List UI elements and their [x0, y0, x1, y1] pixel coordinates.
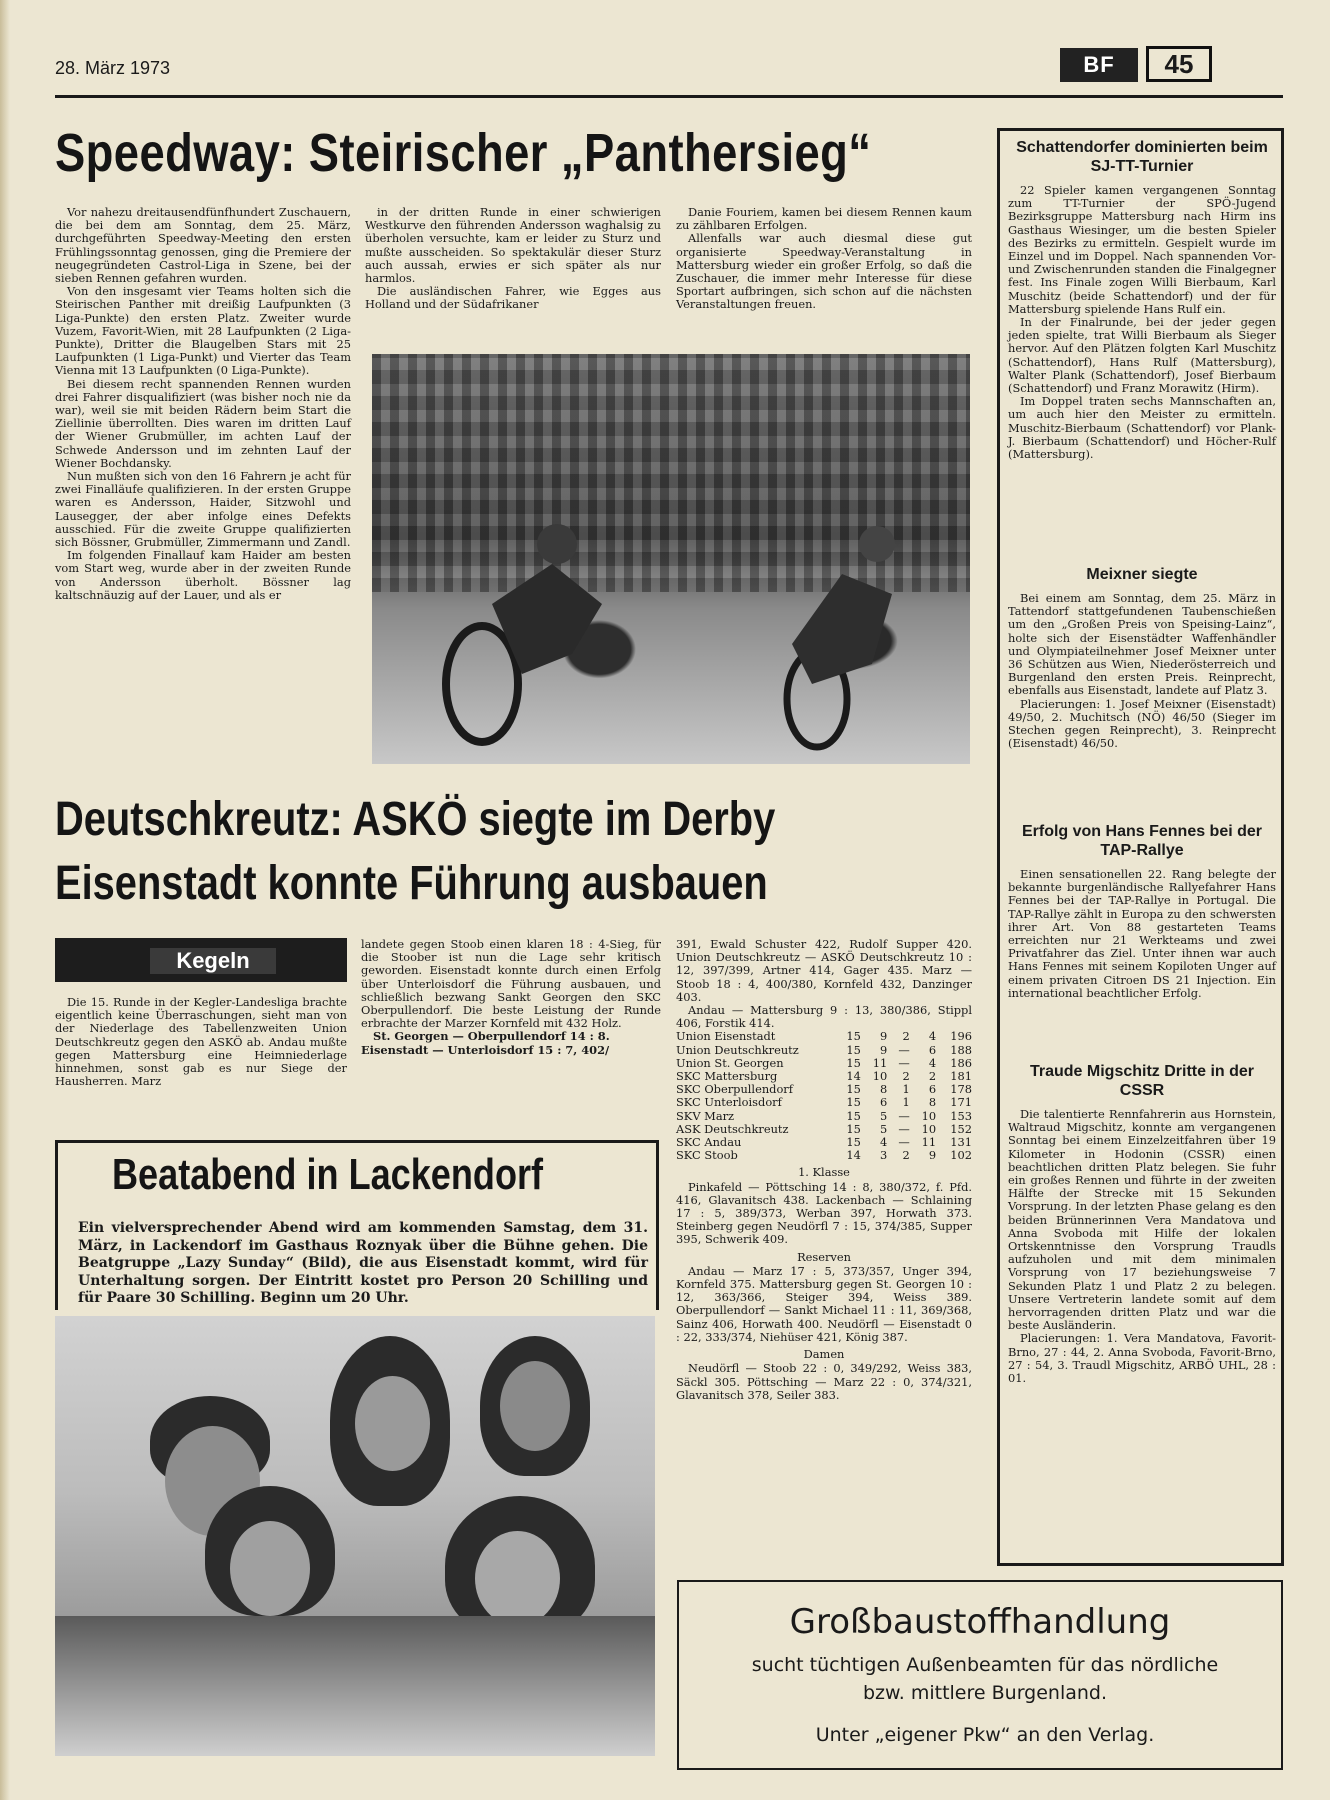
tt-paragraph: 22 Spieler kamen vergangenen Sonntag zum TT-Turnier der SPÖ-Jugend Bezirksgruppe Mattersburg nach Hirm ins Gasthaus Wiesinger, um die besten Spieler des Bezirks zu ermitteln. Gespielt wurde im Einzel und im Doppel. Nach spannenden Vor- und Zwischenrunden standen die Finalgegner fest. Ins Finale zogen Willi Bierbaum, Karl Muschitz (beide Schattendorf) und der für Mattersburg spielende Hans Rulf ein.: [1008, 183, 1276, 316]
standings-cell-team: Union St. Georgen: [676, 1055, 784, 1070]
photo-figure: [355, 1376, 430, 1471]
standings-cell-team: SKC Stoob: [676, 1148, 738, 1163]
standings-cell-pts: 153: [950, 1108, 972, 1123]
derby-column-3: [676, 938, 972, 1402]
derby-paragraph: Pinkafeld — Pöttsching 14 : 8, 380/372, f. Pfd. 416, Glavanitsch 438. Lackenbach — Schlaining 17 : 5, 389/373, Werban 397, Horwath 373. Steinberg gegen Neudörfl 7 : 15, 374/385, Supper 395, Schwerik 409.: [676, 1179, 972, 1247]
standings-cell-pts: 171: [950, 1095, 972, 1110]
meixner-paragraph: Bei einem am Sonntag, dem 25. März in Tattendorf stattgefundenen Taubenschießen um den „Großen Preis von Speising-Lainz“, holte sich der Eisenstädter Waffenhändler und Olympiateilnehmer Josef Meixner unter 36 Schützen aus Wien, Niederösterreich und Burgenland den ersten Preis. Reinprecht, ebenfalls aus Eisenstadt, landete auf Platz 3.: [1008, 591, 1276, 698]
ad-line: sucht tüchtigen Außenbeamten für das nördliche: [751, 1654, 1219, 1676]
ad-line: Unter „eigener Pkw“ an den Verlag.: [815, 1724, 1155, 1746]
standings-cell-team: ASK Deutschkreutz: [676, 1121, 789, 1136]
page-number: 45: [1146, 46, 1212, 82]
standings-cell-team: Union Deutschkreutz: [676, 1042, 799, 1057]
traude-headline: Traude Migschitz Dritte in der CSSR: [1029, 1063, 1255, 1099]
standings-cell-team: SKC Unterloisdorf: [676, 1095, 782, 1110]
standings-cell-team: SKC Andau: [676, 1135, 742, 1150]
derby-column-1: [55, 996, 347, 1088]
derby-paragraph: Neudörfl — Stoob 22 : 0, 349/292, Weiss 383, Säckl 305. Pöttsching — Marz 22 : 0, 374/321, Glavanitsch 378, Seiler 383.: [676, 1361, 972, 1402]
derby-paragraph: landete gegen Stoob einen klaren 18 : 4-Sieg, für die Stoober ist nun die Lage sehr kritisch geworden. Eisenstadt konnte durch einen Erfolg über Unterloisdorf die Führung ausbauen, und schließlich bezwang Sankt Georgen den SKC Oberpullendorf. Die beste Leistung der Runde erbrachte der Marzer Kornfeld mit 432 Holz.: [361, 937, 661, 1031]
meixner-paragraph: Placierungen: 1. Josef Meixner (Eisenstadt) 49/50, 2. Muchitsch (NÖ) 46/50 (Sieger im Stechen gegen Reinprecht), 3. Reinprecht (Eisenstadt) 46/50.: [1008, 696, 1276, 751]
photo-floor: [55, 1616, 655, 1756]
speedway-column-1: [55, 206, 351, 602]
speedway-paragraph: Im folgenden Finallauf kam Haider am besten vom Start weg, wurde aber in der zweiten Runde von Andersson überholt. Bössner lag kaltschnäuzig auf der Lauer, und als er: [55, 548, 351, 602]
klasse-heading: 1. Klasse: [798, 1165, 850, 1180]
standings-cell-p: 15: [846, 1121, 861, 1136]
standings-cell-pts: 196: [950, 1029, 972, 1044]
header-rule: [55, 95, 1283, 98]
tt-headline: Schattendorfer dominierten beim SJ-TT-Turnier: [1016, 139, 1268, 175]
standings-cell-team: SKC Mattersburg: [676, 1069, 778, 1084]
derby-headline-line1: Deutschkreutz: ASKÖ siegte im Derby: [55, 793, 776, 846]
standings-row: [676, 1044, 972, 1057]
speedway-paragraph: Danie Fouriem, kamen bei diesem Rennen kaum zu zählbaren Erfolgen.: [676, 205, 972, 233]
photo-figure: [230, 1521, 310, 1616]
derby-paragraph: Andau — Marz 17 : 5, 373/357, Unger 394, Kornfeld 375. Mattersburg gegen St. Georgen 10 : 12, 363/366, Steiger 394, Weiss 389. Oberpullendorf — Sankt Michael 11 : 11, 369/368, Sainz 406, Horwath 400. Neudörfl — Eisenstadt 0 : 22, 333/374, Niehüser 421, König 387.: [676, 1263, 972, 1344]
standings-cell-w: 9: [880, 1042, 888, 1057]
standings-cell-d: —: [898, 1135, 910, 1150]
ad-title: Großbaustoffhandlung: [789, 1602, 1171, 1642]
standings-cell-w: 8: [880, 1082, 888, 1097]
standings-cell-d: —: [898, 1108, 910, 1123]
standings-cell-w: 10: [872, 1069, 888, 1084]
speedway-race-photo: [372, 354, 970, 764]
standings-cell-l: 6: [928, 1082, 937, 1097]
standings-cell-w: 9: [880, 1029, 888, 1044]
traude-article: [1008, 1108, 1276, 1385]
standings-cell-l: 8: [928, 1095, 937, 1110]
standings-cell-team: SKC Oberpullendorf: [676, 1082, 793, 1097]
standings-cell-pts: 188: [950, 1042, 972, 1057]
fennes-headline: Erfolg von Hans Fennes bei der TAP-Rallye: [1021, 823, 1263, 859]
band-photo: [55, 1316, 655, 1756]
standings-row: [676, 1110, 972, 1123]
standings-cell-p: 14: [846, 1148, 861, 1163]
standings-row: [676, 1030, 972, 1043]
derby-result: St. Georgen — Oberpullendorf 14 : 8.: [373, 1029, 610, 1044]
standings-cell-p: 15: [846, 1082, 861, 1097]
standings-table: [676, 1030, 972, 1162]
standings-cell-pts: 181: [950, 1069, 972, 1084]
standings-cell-p: 15: [846, 1108, 861, 1123]
standings-cell-l: 10: [921, 1121, 937, 1136]
derby-paragraph: Andau — Mattersburg 9 : 13, 380/386, Stippl 406, Forstik 414.: [676, 1003, 972, 1031]
photo-figure: [475, 1531, 560, 1626]
traude-paragraph: Placierungen: 1. Vera Mandatova, Favorit-Brno, 27 : 44, 2. Anna Svoboda, Favorit-Brno, 27 : 54, 3. Traudl Migschitz, ARBÖ UHL, 28 : 01.: [1008, 1331, 1276, 1386]
tt-paragraph: In der Finalrunde, bei der jeder gegen jeden spielte, trat Willi Bierbaum als Sieger hervor. Auf den Plätzen folgten Karl Muschitz (Schattendorf), Hans Rulf (Mattersburg), Walter Plank (Schattendorf), Josef Bierbaum (Schattendorf) und Franz Morawitz (Hirm).: [1008, 315, 1276, 396]
speedway-paragraph: Die ausländischen Fahrer, wie Egges aus Holland und der Südafrikaner: [365, 284, 661, 312]
standings-cell-l: 4: [928, 1029, 937, 1044]
reserven-heading: Reserven: [797, 1249, 851, 1264]
standings-cell-p: 15: [846, 1029, 861, 1044]
ad-line: bzw. mittlere Burgenland.: [862, 1682, 1108, 1704]
standings-cell-l: 2: [928, 1069, 937, 1084]
speedway-paragraph: Bei diesem recht spannenden Rennen wurden drei Fahrer disqualifiziert (was bisher noch nie da war), weil sie mit beiden Rädern beim Start die Ziellinie überrollten. Dies waren im dritten Lauf der Wiener Grubmüller, im achten Lauf der Schwede Andersson und im zehnten Lauf der Wiener Bochdansky.: [55, 376, 351, 470]
fennes-article: [1008, 868, 1276, 1000]
speedway-column-2: [365, 206, 661, 312]
standings-cell-team: SKV Marz: [676, 1108, 735, 1123]
standings-cell-l: 11: [921, 1135, 937, 1150]
page-edge-shading: [0, 0, 10, 1800]
paper-code-badge: BF: [1060, 48, 1138, 82]
section-label-kegeln: Kegeln: [150, 948, 276, 974]
standings-cell-p: 14: [846, 1069, 861, 1084]
traude-paragraph: Die talentierte Rennfahrerin aus Hornstein, Waltraud Migschitz, konnte am vergangenen Sonntag bei einem Einzelzeitfahren über 19 Kilometer in Hodonin (CSSR) einen beachtlichen dritten Platz belegen. Sie fuhr ein großes Rennen und führte in der zweiten Hälfte der Strecke mit 15 Sekunden Vorsprung. In der letzten Phase gelang es den beiden Brünnerinnen Vera Mandatova und Anna Svoboda mit Hilfe der lokalen Ortskenntnisse den Vorsprung Traudls aufzuholen und mit dem minimalen Vorsprung von 17 beziehungsweise 7 Sekunden Platz 1 und Platz 2 zu belegen. Unsere Vertreterin landete somit auf dem hervorragenden dritten Platz und war die beste Ausländerin.: [1008, 1107, 1276, 1333]
standings-cell-d: 1: [902, 1082, 910, 1097]
standings-cell-pts: 186: [950, 1055, 972, 1070]
standings-cell-l: 4: [928, 1055, 937, 1070]
standings-cell-l: 10: [921, 1108, 937, 1123]
standings-cell-p: 15: [846, 1135, 861, 1150]
beatabend-headline: Beatabend in Lackendorf: [112, 1150, 544, 1199]
standings-cell-d: 2: [902, 1069, 910, 1084]
riders-silhouette: [372, 354, 970, 764]
standings-cell-l: 9: [928, 1148, 937, 1163]
standings-cell-d: 1: [902, 1095, 910, 1110]
standings-cell-pts: 178: [950, 1082, 972, 1097]
standings-cell-w: 3: [880, 1148, 888, 1163]
speedway-paragraph: Nun mußten sich von den 16 Fahrern je acht für zwei Finalläufe qualifizieren. In der ersten Gruppe waren es Andersson, Haider, Sitzwohl und Lausegger, der aber infolge eines Defekts ausschied. Für die zweite Gruppe qualifizierten sich Bössner, Grubmüller, Zimmermann und Zandl.: [55, 469, 351, 550]
speedway-paragraph: Allenfalls war auch diesmal diese gut organisierte Speedway-Veranstaltung in Mattersburg wieder ein großer Erfolg, so daß die Zuschauer, die immer mehr Interesse für diese Sportart aufbringen, sich schon auf die nächsten Veranstaltungen freuen.: [676, 231, 972, 312]
standings-cell-w: 11: [872, 1055, 888, 1070]
standings-cell-d: —: [898, 1042, 910, 1057]
standings-cell-w: 5: [880, 1108, 888, 1123]
standings-cell-d: —: [898, 1055, 910, 1070]
speedway-headline: Speedway: Steirischer „Panthersieg“: [55, 123, 872, 183]
tt-article: [1008, 184, 1276, 461]
meixner-article: [1008, 592, 1276, 750]
standings-cell-team: Union Eisenstadt: [676, 1029, 776, 1044]
derby-headline-line2: Eisenstadt konnte Führung ausbauen: [55, 857, 768, 910]
standings-cell-pts: 102: [950, 1148, 972, 1163]
standings-cell-p: 15: [846, 1042, 861, 1057]
meixner-headline: Meixner siegte: [1086, 566, 1198, 583]
standings-cell-d: —: [898, 1121, 910, 1136]
speedway-paragraph: Vor nahezu dreitausendfünfhundert Zuschauern, die bei dem am Sonntag, dem 25. März, durchgeführten Speedway-Meeting den ersten Frühlingssonntag genossen, ging die Premiere der neugegründeten Castrol-Liga in Szene, bei der sieben Rennen gefahren wurden.: [55, 205, 351, 286]
derby-paragraph: Die 15. Runde in der Kegler-Landesliga brachte eigentlich keine Überraschungen, sieht man von der Niederlage des Tabellenzweiten Union Deutschkreutz gegen den ASKÖ ab. Andau mußte gegen Mattersburg eine Heimniederlage hinnehmen, sonst gab es nur Siege der Hausherren. Marz: [55, 995, 347, 1089]
standings-cell-w: 6: [880, 1095, 888, 1110]
standings-cell-d: 2: [902, 1029, 910, 1044]
photo-figure: [500, 1361, 570, 1451]
standings-cell-pts: 131: [950, 1135, 972, 1150]
standings-cell-p: 15: [846, 1095, 861, 1110]
standings-cell-d: 2: [902, 1148, 910, 1163]
speedway-paragraph: Von den insgesamt vier Teams holten sich die Steirischen Panther mit dreißig Laufpunkten (3 Liga-Punkte) den ersten Platz. Zweiter wurde Vuzem, Favorit-Wien, mit 28 Laufpunkten (2 Liga-Punkte), Dritter die Blaugelben Stars mit 25 Laufpunkten (1 Liga-Punkt) und Vierter das Team Vienna mit 13 Laufpunkten (0 Liga-Punkte).: [55, 284, 351, 378]
standings-cell-w: 5: [880, 1121, 888, 1136]
speedway-paragraph: in der dritten Runde in einer schwierigen Westkurve den führenden Andersson waghalsig zu überholen versuchte, kam er leider zu Sturz und mußte ausscheiden. So spektakulär dieser Sturz auch aussah, erwies er sich später als nur harmlos.: [365, 205, 661, 286]
derby-column-2: [361, 938, 661, 1057]
standings-cell-w: 4: [880, 1135, 888, 1150]
standings-cell-pts: 152: [950, 1121, 972, 1136]
fennes-paragraph: Einen sensationellen 22. Rang belegte der bekannte burgenländische Rallyefahrer Hans Fennes bei der TAP-Rallye in Portugal. Die TAP-Rallye zählt in Europa zu den schwersten ihrer Art. Von 88 gestarteten Teams erreichten nur 21 Werkteams und zwei Privatfahrer das Ziel. Unter ihnen war auch Hans Fennes mit seinem Kopiloten Unger auf einem privaten Citroen DS 21 Injection. Ein international beachtlicher Erfolg.: [1008, 867, 1276, 1000]
beatabend-text: Ein vielversprechender Abend wird am kommenden Samstag, dem 31. März, in Lackendorf im Gasthaus Roznyak über die Bühne gehen. Die Beatgruppe „Lazy Sunday“ (Bild), die aus Eisenstadt kommt, wird für Unterhaltung sorgen. Der Eintritt kostet pro Person 20 Schilling und für Paare 30 Schilling. Beginn um 20 Uhr.: [78, 1220, 648, 1306]
derby-result: Eisenstadt — Unterloisdorf 15 : 7, 402/: [361, 1042, 610, 1057]
standings-cell-p: 15: [846, 1055, 861, 1070]
damen-heading: Damen: [803, 1347, 845, 1362]
issue-date: 28. März 1973: [55, 58, 171, 78]
standings-cell-l: 6: [928, 1042, 937, 1057]
tt-paragraph: Im Doppel traten sechs Mannschaften an, um auch hier den Meister zu ermitteln. Muschitz-Bierbaum (Schattendorf) vor Plank-J. Bierbaum (Schattendorf) und Höcher-Rulf (Mattersburg).: [1008, 394, 1276, 462]
standings-row: [676, 1149, 972, 1162]
derby-paragraph: 391, Ewald Schuster 422, Rudolf Supper 420. Union Deutschkreutz — ASKÖ Deutschkreutz 10 : 12, 397/399, Artner 414, Gager 435. Marz — Stoob 18 : 4, 400/380, Kornfeld 432, Danzinger 403.: [676, 937, 972, 1004]
speedway-column-3: [676, 206, 972, 312]
standings-row: [676, 1096, 972, 1109]
